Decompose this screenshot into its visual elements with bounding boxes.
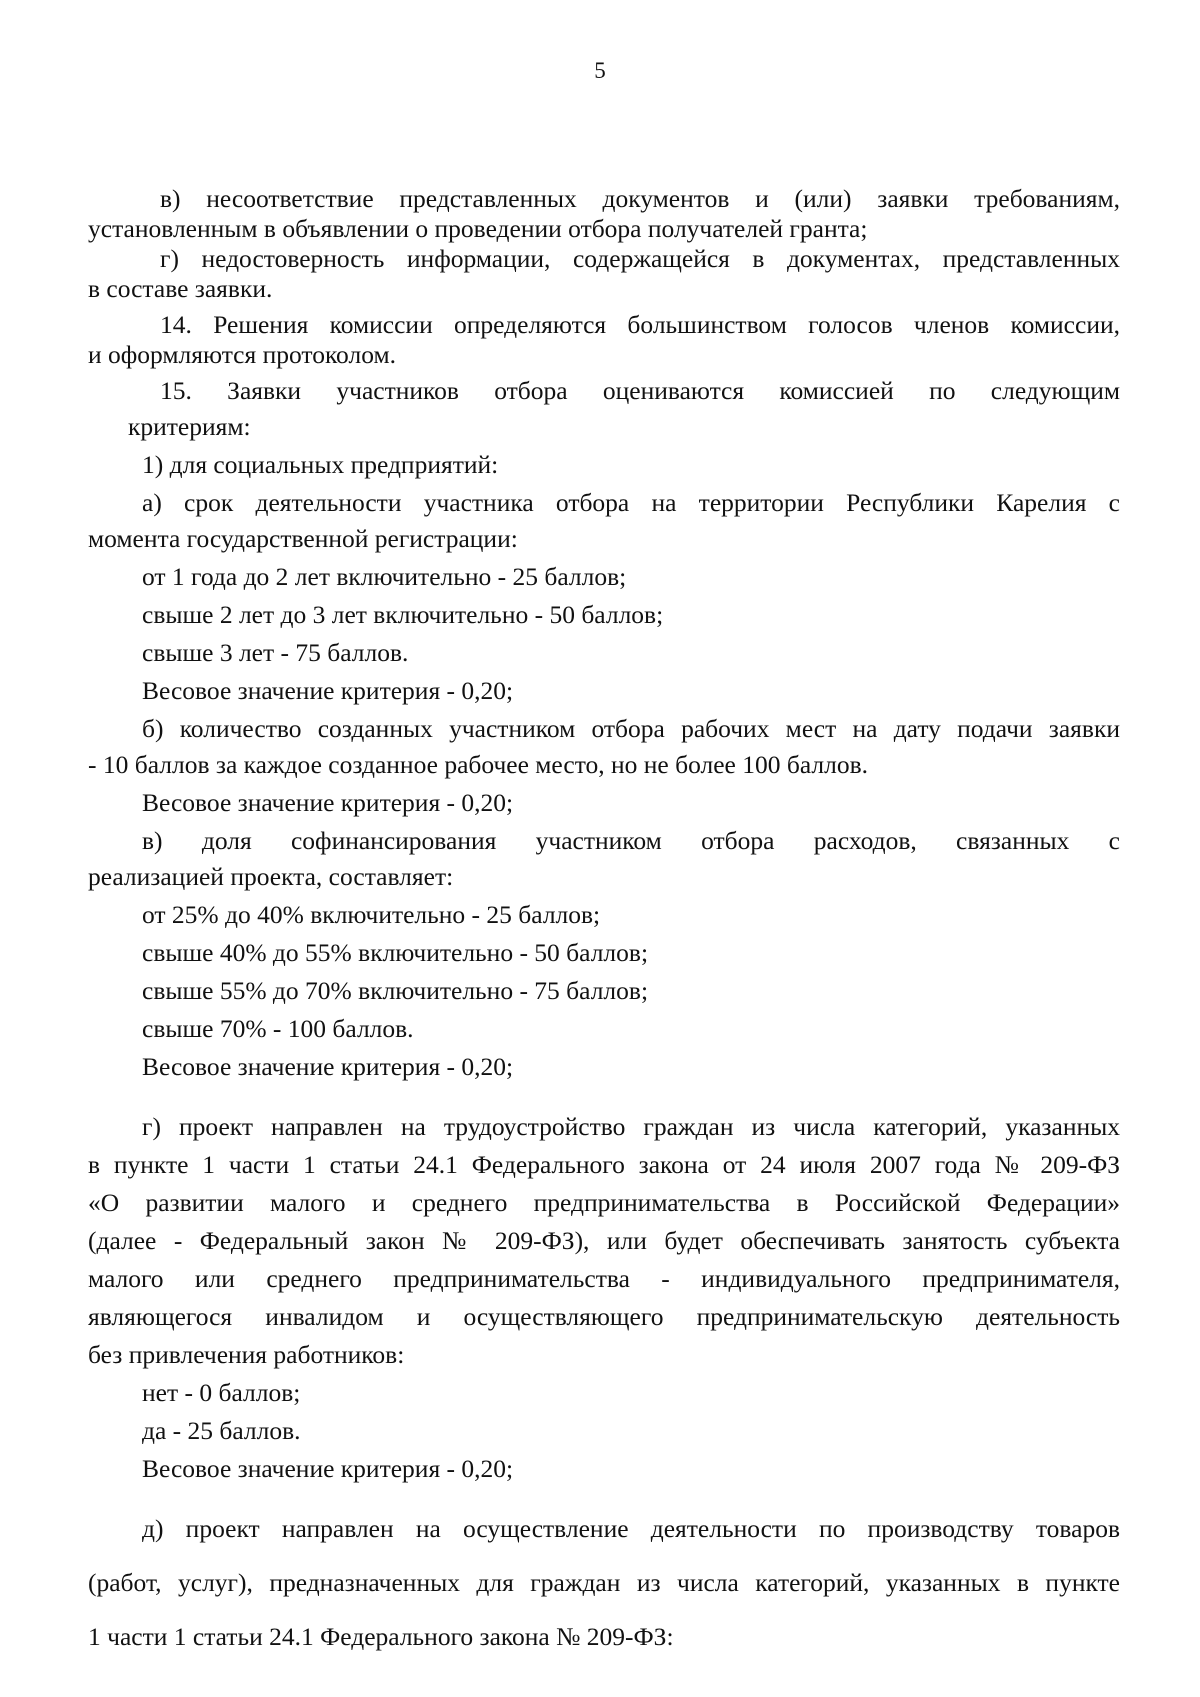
text-line: свыше 70% - 100 баллов. (142, 1014, 414, 1043)
text-line: свыше 2 лет до 3 лет включительно - 50 баллов; (142, 600, 664, 629)
text-line: г) недостоверность информации, содержащейся в документах, представленных (160, 244, 1120, 273)
text-line: свыше 55% до 70% включительно - 75 баллов; (142, 976, 649, 1005)
text-line: д) проект направлен на осуществление деятельности по производству товаров (142, 1514, 1120, 1543)
text-line: (работ, услуг), предназначенных для граждан из числа категорий, указанных в пункте (88, 1568, 1120, 1597)
text-line: свыше 3 лет - 75 баллов. (142, 638, 409, 667)
text-line: Весовое значение критерия - 0,20; (142, 1454, 514, 1483)
text-line: и оформляются протоколом. (88, 340, 396, 369)
text-line: 15. Заявки участников отбора оцениваются комиссией по следующим (160, 376, 1120, 405)
text-line: (далее - Федеральный закон № 209-ФЗ), или будет обеспечивать занятость субъекта (88, 1226, 1120, 1255)
text-line: - 10 баллов за каждое созданное рабочее место, но не более 100 баллов. (88, 750, 869, 779)
page-number: 5 (594, 58, 606, 83)
text-line: в) доля софинансирования участником отбора расходов, связанных с (142, 826, 1120, 855)
text-line: от 1 года до 2 лет включительно - 25 баллов; (142, 562, 627, 591)
text-line: малого или среднего предпринимательства - индивидуального предпринимателя, (88, 1264, 1120, 1293)
text-line: а) срок деятельности участника отбора на территории Республики Карелия с (142, 488, 1120, 517)
text-line: Весовое значение критерия - 0,20; (142, 1052, 514, 1081)
text-line: 1 части 1 статьи 24.1 Федерального закона № 209-ФЗ: (88, 1622, 674, 1651)
text-line: от 25% до 40% включительно - 25 баллов; (142, 900, 601, 929)
text-line: критериям: (128, 412, 251, 441)
text-line: реализацией проекта, составляет: (88, 862, 454, 891)
text-line: в составе заявки. (88, 274, 273, 303)
text-line: г) проект направлен на трудоустройство граждан из числа категорий, указанных (142, 1112, 1120, 1141)
text-line: Весовое значение критерия - 0,20; (142, 788, 514, 817)
text-line: 1) для социальных предприятий: (142, 450, 499, 479)
text-line: свыше 40% до 55% включительно - 50 баллов; (142, 938, 649, 967)
text-line: 14. Решения комиссии определяются большинством голосов членов комиссии, (160, 310, 1120, 339)
text-line: нет - 0 баллов; (142, 1378, 301, 1407)
text-line: Весовое значение критерия - 0,20; (142, 676, 514, 705)
text-line: установленным в объявлении о проведении отбора получателей гранта; (88, 214, 868, 243)
text-line: без привлечения работников: (88, 1340, 405, 1369)
text-line: являющегося инвалидом и осуществляющего предпринимательскую деятельность (88, 1302, 1120, 1331)
document-body (88, 184, 1120, 1652)
text-line: в) несоответствие представленных документов и (или) заявки требованиям, (160, 184, 1120, 213)
text-line: «О развитии малого и среднего предпринимательства в Российской Федерации» (88, 1188, 1120, 1217)
text-line: момента государственной регистрации: (88, 524, 518, 553)
text-line: да - 25 баллов. (142, 1416, 301, 1445)
text-line: в пункте 1 части 1 статьи 24.1 Федерального закона от 24 июля 2007 года № 209-ФЗ (88, 1150, 1120, 1179)
text-line: б) количество созданных участником отбора рабочих мест на дату подачи заявки (142, 714, 1120, 743)
